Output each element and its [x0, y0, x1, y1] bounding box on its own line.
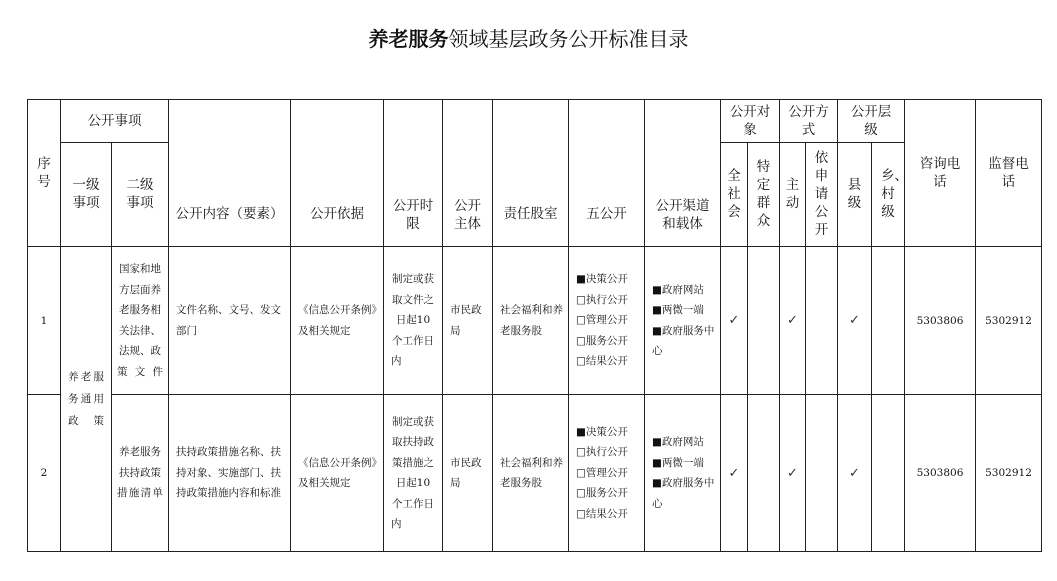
header-basis: 公开依据 — [291, 100, 384, 247]
five-public-item: □执行公开 — [576, 293, 628, 306]
time-limit-cell: 制定或获取文件之日起10个工作日内 — [384, 247, 443, 395]
dept-cell: 社会福利和养老服务股 — [493, 395, 569, 552]
header-object-all: 全社会 — [721, 143, 748, 247]
channel-item: ■政府服务中心 — [652, 324, 715, 357]
check-mark — [748, 395, 780, 552]
header-content: 公开内容（要素） — [169, 100, 291, 247]
check-mark: ✓ — [838, 247, 872, 395]
header-method-request: 依申请公开 — [806, 143, 838, 247]
five-public-item: □执行公开 — [576, 446, 628, 459]
check-mark — [748, 247, 780, 395]
five-public-cell — [569, 395, 645, 552]
header-level-county: 县级 — [838, 143, 872, 247]
check-mark: ✓ — [780, 247, 806, 395]
channel-item: ■政府网站 — [652, 283, 704, 296]
time-limit-cell: 制定或获取扶持政策措施之日起10个工作日内 — [384, 395, 443, 552]
level2-item: 养老服务扶持政策措施清单 — [112, 395, 169, 552]
basis-cell: 《信息公开条例》及相关规定 — [291, 247, 384, 395]
header-level: 公开层级 — [838, 100, 905, 143]
header-seq: 序号 — [28, 100, 61, 247]
check-mark: ✓ — [721, 395, 748, 552]
header-supervise-phone: 监督电话 — [976, 100, 1042, 247]
channel-item: ■政府网站 — [652, 436, 704, 448]
five-public-item: ■决策公开 — [576, 425, 628, 438]
check-mark: ✓ — [721, 247, 748, 395]
row-seq: 2 — [28, 395, 61, 552]
header-object: 公开对象 — [721, 100, 780, 143]
channel-cell — [645, 247, 721, 395]
channel-item: ■政府服务中心 — [652, 477, 715, 510]
supervise-phone-cell: 5302912 — [976, 247, 1042, 395]
header-method: 公开方式 — [780, 100, 838, 143]
header-dept: 责任股室 — [493, 100, 569, 247]
content-cell: 文件名称、文号、发文部门 — [169, 247, 291, 395]
header-channel: 公开渠道和载体 — [645, 100, 721, 247]
row-seq: 1 — [28, 247, 61, 395]
five-public-item: □服务公开 — [576, 334, 628, 347]
header-public-item: 公开事项 — [61, 100, 169, 143]
header-five: 五公开 — [569, 100, 645, 247]
five-public-cell — [569, 247, 645, 395]
channel-item: ■两微一端 — [652, 304, 704, 316]
table-row — [28, 247, 1042, 395]
header-level1: 一级事项 — [61, 143, 112, 247]
five-public-item: □管理公开 — [576, 314, 628, 327]
header-subject: 公开主体 — [443, 100, 493, 247]
content-cell: 扶持政策措施名称、扶持对象、实施部门、扶持政策措施内容和标准 — [169, 395, 291, 552]
header-object-specific: 特定群众 — [748, 143, 780, 247]
table-row — [28, 395, 1042, 552]
dept-cell: 社会福利和养老服务股 — [493, 247, 569, 395]
channel-cell — [645, 395, 721, 552]
five-public-item: □结果公开 — [576, 507, 628, 520]
header-level-town: 乡、村级 — [872, 143, 905, 247]
check-mark — [806, 395, 838, 552]
header-time-limit: 公开时限 — [384, 100, 443, 247]
five-public-item: □管理公开 — [576, 466, 628, 479]
catalog-table — [27, 99, 1042, 552]
header-method-active: 主动 — [780, 143, 806, 247]
check-mark — [872, 247, 905, 395]
five-public-item: □结果公开 — [576, 355, 628, 368]
consult-phone-cell: 5303806 — [905, 247, 976, 395]
check-mark — [872, 395, 905, 552]
five-public-item: □服务公开 — [576, 487, 628, 500]
title-bold: 养老服务 — [368, 27, 449, 51]
header-consult-phone: 咨询电话 — [905, 100, 976, 247]
five-public-item: ■决策公开 — [576, 273, 628, 286]
level1-item: 养老服务通用政策 — [61, 247, 112, 552]
check-mark: ✓ — [780, 395, 806, 552]
title-rest: 领域基层政务公开标准目录 — [448, 27, 689, 51]
consult-phone-cell: 5303806 — [905, 395, 976, 552]
subject-cell: 市民政局 — [443, 247, 493, 395]
level2-item: 国家和地方层面养老服务相关法律、法规、政策文件 — [112, 247, 169, 395]
subject-cell: 市民政局 — [443, 395, 493, 552]
supervise-phone-cell: 5302912 — [976, 395, 1042, 552]
check-mark — [806, 247, 838, 395]
check-mark: ✓ — [838, 395, 872, 552]
channel-item: ■两微一端 — [652, 456, 704, 469]
page-title — [0, 26, 1057, 52]
header-level2: 二级事项 — [112, 143, 169, 247]
basis-cell: 《信息公开条例》及相关规定 — [291, 395, 384, 552]
